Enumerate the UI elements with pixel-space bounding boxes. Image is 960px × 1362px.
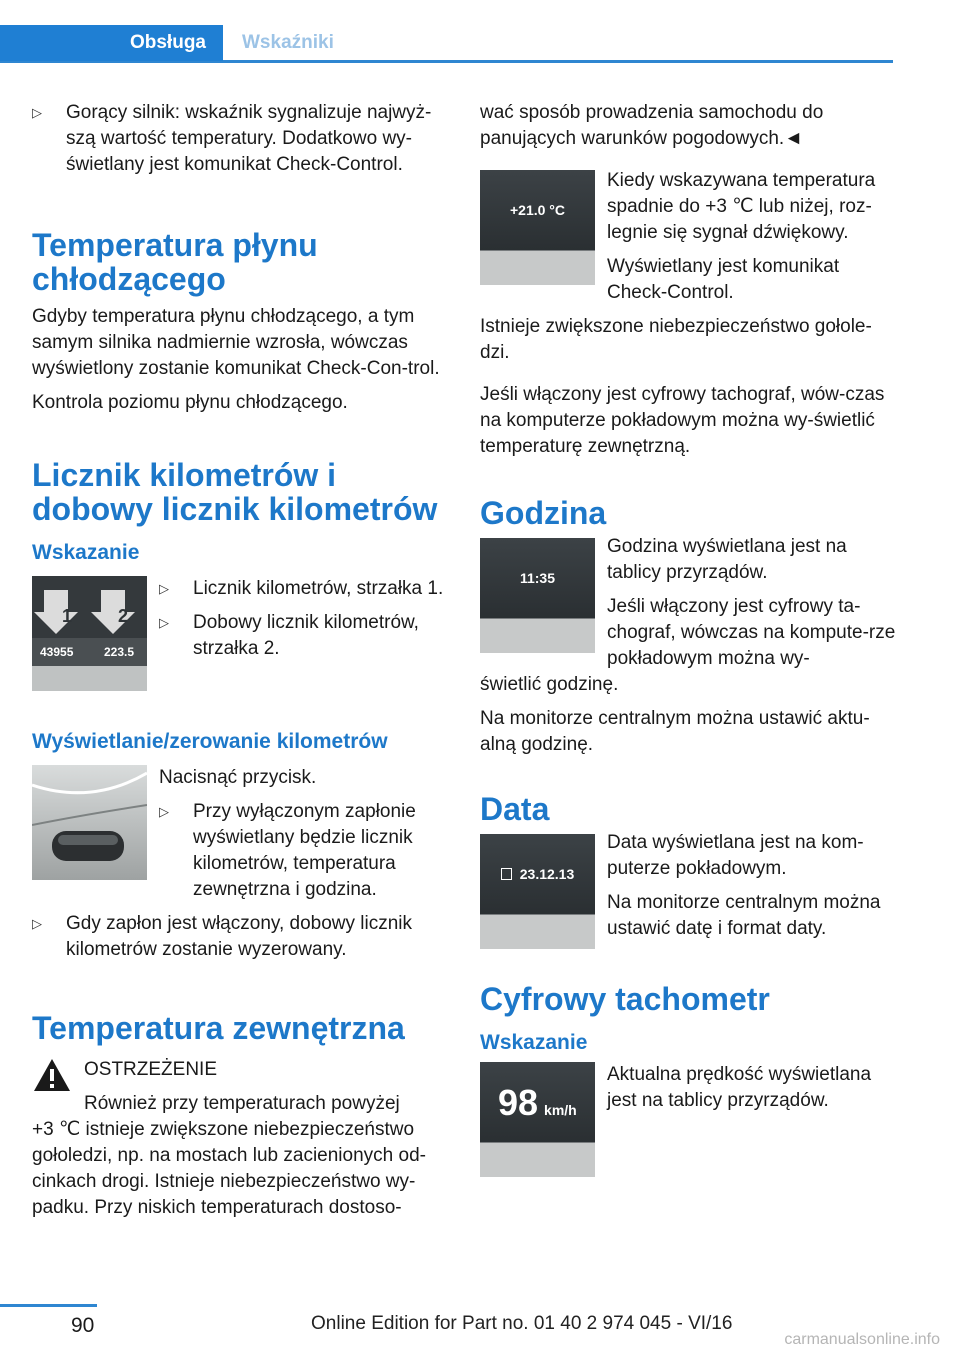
left-column: [32, 100, 448, 1229]
date-paragraph-2: Na monitorze centralnym można ustawić datę i format daty.: [607, 892, 881, 939]
date-display-image: [480, 834, 595, 949]
clock-paragraph-2a: Jeśli włączony jest cyfrowy ta-chograf, wówczas na kompute-rze pokładowym można wy-: [607, 596, 896, 669]
tab-wskazniki[interactable]: [242, 25, 334, 61]
continued-text: wać sposób prowadzenia samochodu do panujących warunków pogodowych.◄: [480, 102, 824, 149]
tacho-paragraph: Jeśli włączony jest cyfrowy tachograf, wów-czas na komputerze pokładowym można wy-świetlić temperaturę zewnętrzną.: [480, 384, 885, 457]
warning-icon: [32, 1057, 72, 1117]
right-column: [480, 100, 896, 1177]
coolant-paragraph: Gdyby temperatura płynu chłodzącego, a tym samym silnika nadmiernie wzrosła, wówczas wyświetlony zostanie komunikat Check-Con-trol.: [32, 306, 440, 379]
tab-obsluga[interactable]: [0, 25, 223, 61]
odometer-image: [32, 576, 147, 691]
odo-bullet-2: ▷ Dobowy licznik kilometrów, strzałka 2.: [159, 610, 448, 662]
clock-paragraph-1: Godzina wyświetlana jest na tablicy przyrządów.: [607, 536, 847, 583]
odometer-arrows-graphic: [32, 576, 147, 691]
speed-display-image: [480, 1062, 595, 1177]
temp-display-image: [480, 170, 595, 285]
speed-figure: [480, 1062, 896, 1177]
heading-date: Data: [480, 791, 550, 827]
heading-odometer: Licznik kilometrów i dobowy licznik kilometrów: [32, 457, 438, 527]
warning-title: OSTRZEŻENIE: [84, 1059, 218, 1080]
arrow-label-1: 1: [62, 606, 73, 626]
heading-coolant: Temperatura płynu chłodzącego: [32, 227, 318, 297]
arrow-label-2: 2: [118, 606, 129, 626]
clock-display-image: [480, 538, 595, 653]
heading-digital-speedo: Cyfrowy tachometr: [480, 981, 770, 1017]
temp-paragraph-2: Wyświetlany jest komunikat Check-Control.: [607, 256, 840, 303]
date-display-value: 23.12.13: [519, 865, 575, 882]
page-number: 90: [71, 1314, 95, 1337]
date-figure: [480, 830, 896, 950]
bullet-hot-engine: ▷ Gorący silnik: wskaźnik sygnalizuje najwyż-szą wartość temperatury. Dodatkowo wy-świetlany jest komunikat Check-Control.: [32, 100, 448, 178]
temp-figure: [480, 168, 896, 314]
warning-block: [32, 1057, 448, 1117]
temp-paragraph-3: Istnieje zwiększone niebezpieczeństwo gołole-dzi.: [480, 316, 872, 363]
tab-label: Obsługa: [129, 32, 206, 53]
temp-display-value: +21.0 °C: [509, 201, 566, 218]
clock-paragraph-2b: świetlić godzinę.: [480, 674, 619, 695]
reset-button-image: [32, 765, 147, 880]
subheading-display: Wskazanie: [32, 541, 140, 564]
calendar-icon: [501, 868, 512, 880]
coolant-check: Kontrola poziomu płynu chłodzącego.: [32, 392, 348, 413]
warning-text-1: Również przy temperaturach powyżej: [84, 1093, 400, 1114]
reset-figure: [32, 765, 448, 911]
reset-bullet-2: ▷ Gdy zapłon jest włączony, dobowy licznik kilometrów zostanie wyzerowany.: [32, 911, 448, 963]
speed-paragraph: Aktualna prędkość wyświetlana jest na tablicy przyrządów.: [607, 1064, 872, 1111]
edition-text: Online Edition for Part no. 01 40 2 974 045 - VI/16: [311, 1313, 733, 1334]
reset-bullet-1: ▷ Przy wyłączonym zapłonie wyświetlany będzie licznik kilometrów, temperatura zewnętrzna i godzina.: [159, 799, 448, 903]
subheading-reset: Wyświetlanie/zerowanie kilometrów: [32, 730, 388, 753]
temp-paragraph-1: Kiedy wskazywana temperatura spadnie do +3 ℃ lub niżej, roz-legnie się sygnał dźwiękowy.: [607, 170, 876, 243]
subheading-speed-display: Wskazanie: [480, 1031, 588, 1054]
clock-paragraph-3: Na monitorze centralnym można ustawić aktu-alną godzinę.: [480, 708, 870, 755]
tab-label: Wskaźniki: [242, 32, 334, 53]
speed-value: 98: [498, 1082, 539, 1123]
press-button-text: Nacisnąć przycisk.: [159, 767, 317, 788]
odometer-value: 43955: [40, 645, 74, 659]
warning-text-2: +3 ℃ istnieje zwiększone niebezpieczeństwo gołoledzi, np. na mostach lub zacienionych od-cinkach drogi. Istnieje niebezpieczeństwo wy-padku. Przy niskich temperaturach dostoso-: [32, 1119, 426, 1218]
heading-clock: Godzina: [480, 495, 607, 531]
odometer-figure: [32, 576, 448, 691]
speed-unit: km/h: [544, 1102, 577, 1118]
date-paragraph-1: Data wyświetlana jest na kom-puterze pokładowym.: [607, 832, 864, 879]
clock-figure: [480, 534, 896, 672]
trip-value: 223.5: [104, 645, 135, 659]
watermark: carmanualsonline.info: [784, 1331, 940, 1348]
clock-display-value: 11:35: [519, 569, 556, 586]
heading-outside-temp: Temperatura zewnętrzna: [32, 1010, 405, 1046]
footer-line: [0, 1304, 97, 1307]
odo-bullet-1: ▷ Licznik kilometrów, strzałka 1.: [159, 576, 448, 602]
reset-button-graphic: [32, 765, 147, 880]
